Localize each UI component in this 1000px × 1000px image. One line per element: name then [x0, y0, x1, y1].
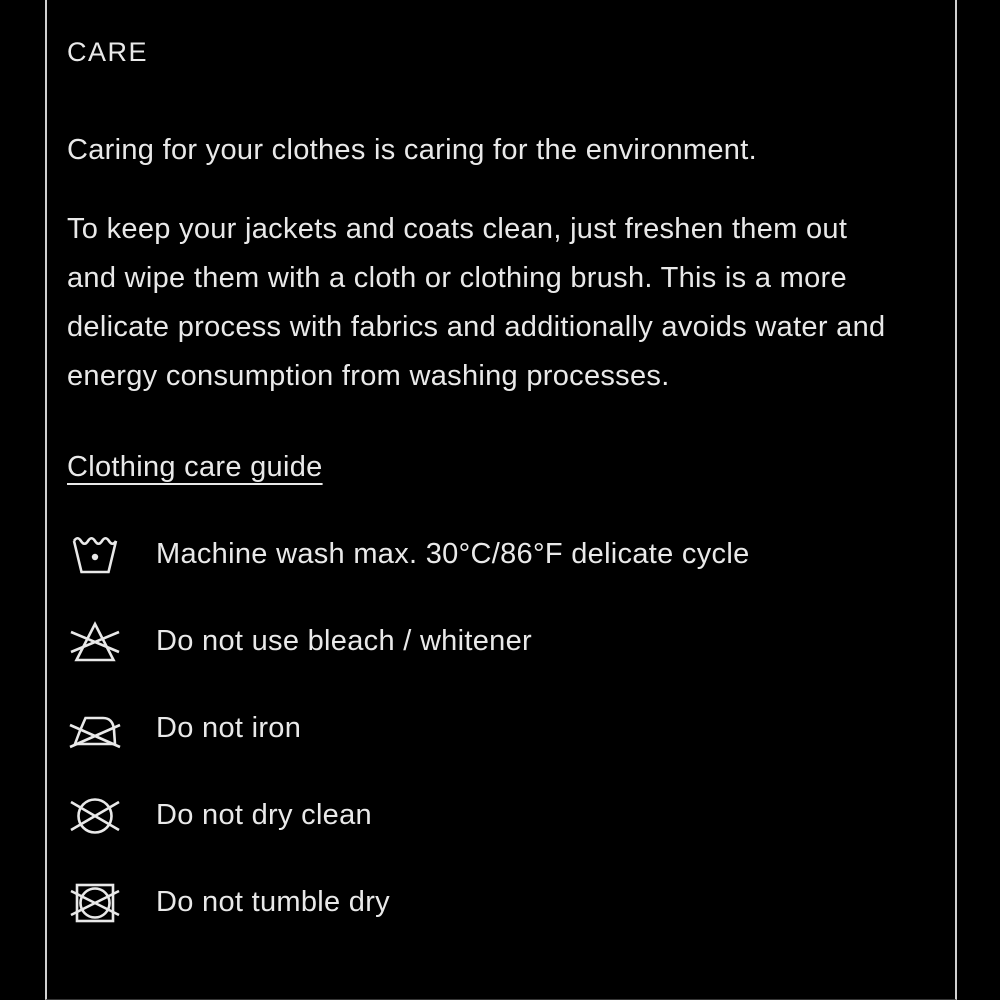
list-item: [67, 685, 901, 772]
page-title: CARE: [67, 37, 149, 67]
list-item: [67, 598, 901, 685]
care-body-text: To keep your jackets and coats clean, just freshen them out and wipe them with a cloth or clothing brush. This is a more delicate process with fabrics and additionally avoids water and energy consumption from washing processes.: [67, 213, 886, 392]
do-not-bleach-icon: [69, 619, 121, 665]
machine-wash-delicate-icon: [69, 532, 121, 578]
care-panel-content: [47, 0, 955, 946]
care-item-label: Do not tumble dry: [156, 886, 390, 918]
list-item: [67, 859, 901, 946]
list-item: [67, 511, 901, 598]
care-symbol-list: [67, 511, 901, 946]
care-item-label: Do not iron: [156, 712, 302, 744]
care-item-label: Do not use bleach / whitener: [156, 625, 532, 657]
do-not-iron-icon: [69, 706, 121, 752]
care-item-label: Do not dry clean: [156, 799, 372, 831]
care-panel: [45, 0, 957, 1000]
clothing-care-guide-link[interactable]: Clothing care guide: [67, 451, 323, 483]
care-item-label: Machine wash max. 30°C/86°F delicate cycle: [156, 538, 750, 570]
list-item: [67, 772, 901, 859]
care-intro-text: Caring for your clothes is caring for the environment.: [67, 134, 757, 166]
do-not-dry-clean-icon: [69, 793, 121, 839]
do-not-tumble-dry-icon: [69, 880, 121, 926]
